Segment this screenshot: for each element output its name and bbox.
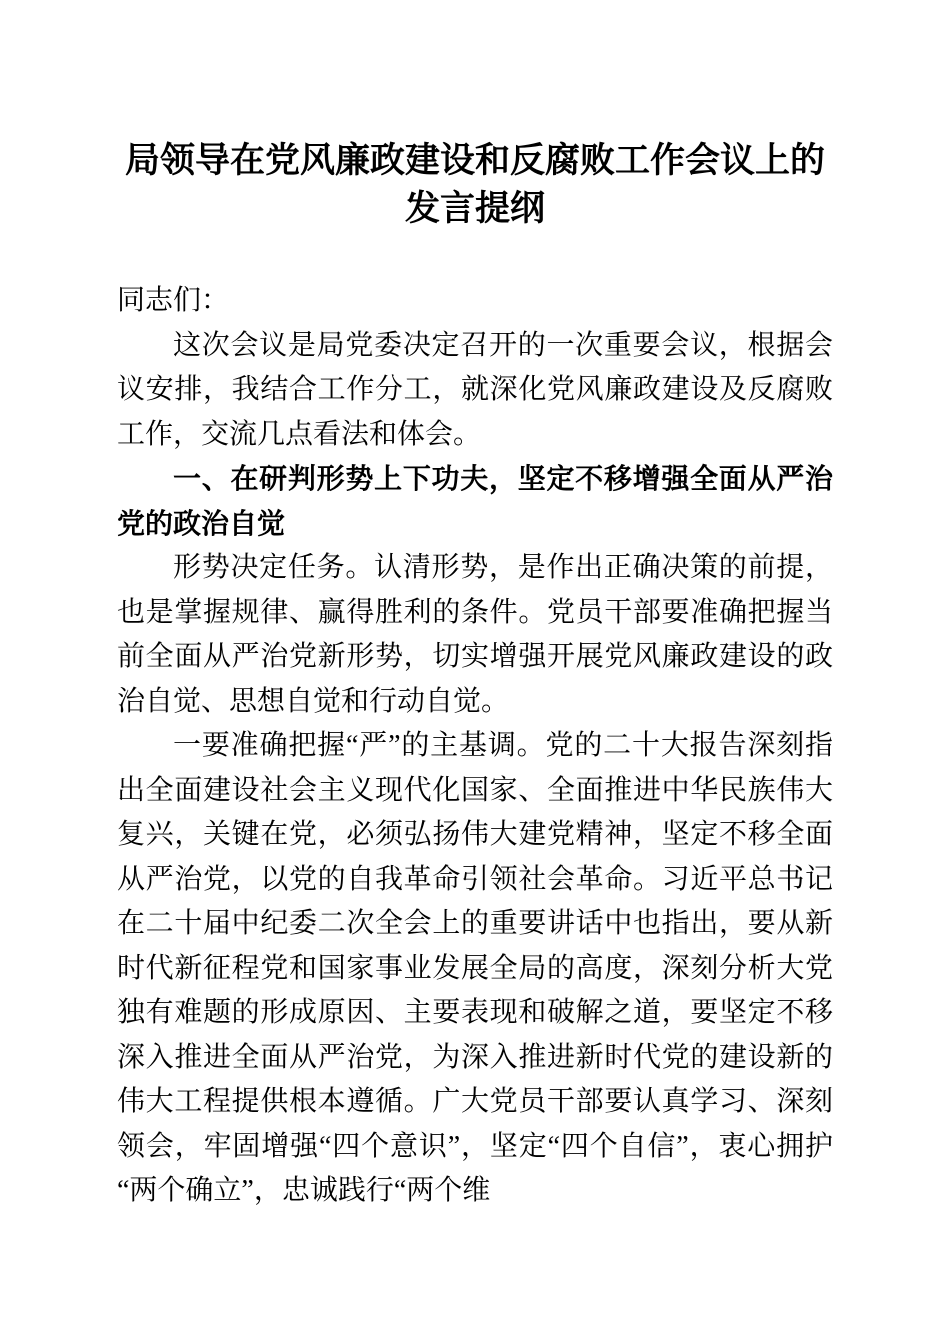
section-heading: 一、在研判形势上下功夫，坚定不移增强全面从严治党的政治自觉: [117, 463, 833, 539]
paragraph: 这次会议是局党委决定召开的一次重要会议，根据会议安排，我结合工作分工，就深化党风廉政建设及反腐败工作，交流几点看法和体会。: [117, 329, 833, 450]
paragraph: 一要准确把握“严”的主基调。党的二十大报告深刻指出全面建设社会主义现代化国家、全面推进中华民族伟大复兴，关键在党，必须弘扬伟大建党精神，坚定不移全面从严治党，以党的自我革命引领社会革命。习近平总书记在二十届中纪委二次全会上的重要讲话中也指出，要从新时代新征程党和国家事业发展全局的高度，深刻分析大党独有难题的形成原因、主要表现和破解之道，要坚定不移深入推进全面从严治党，为深入推进新时代党的建设新的伟大工程提供根本遵循。广大党员干部要认真学习、深刻领会，牢固增强“四个意识”，坚定“四个自信”，衷心拥护“两个确立”，忠诚践行“两个维: [117, 730, 833, 1206]
document-body: [117, 324, 833, 1214]
document-title: 局领导在党风廉政建设和反腐败工作会议上的发言提纲: [124, 141, 825, 228]
paragraph: 形势决定任务。认清形势，是作出正确决策的前提，也是掌握规律、赢得胜利的条件。党员干部要准确把握当前全面从严治党新形势，切实增强开展党风廉政建设的政治自觉、思想自觉和行动自觉。: [117, 552, 833, 717]
salutation: 同志们：: [117, 285, 230, 316]
